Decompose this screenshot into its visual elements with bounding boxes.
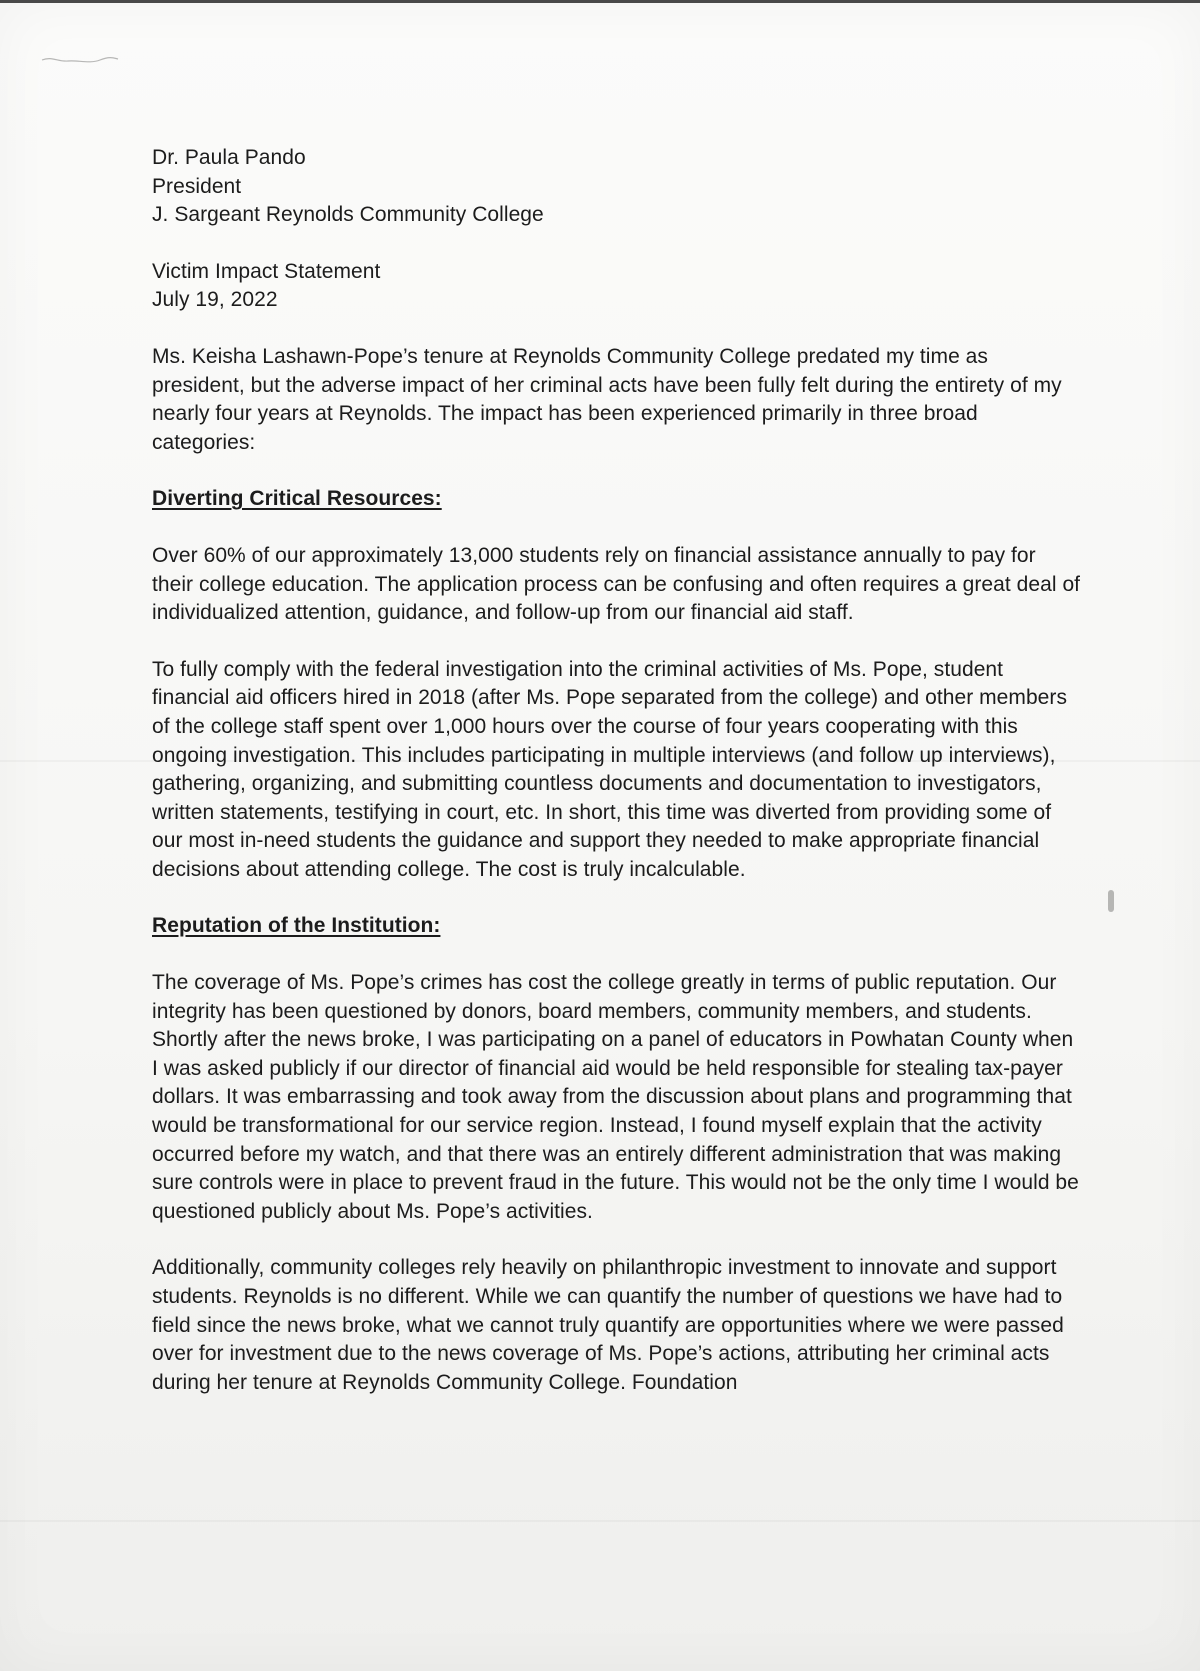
paragraph-federal-investigation: To fully comply with the federal investigation into the criminal activities of Ms. Pope, student financial aid officers hired in 2018 (after Ms. Pope separated from the college) and other members of the college staff spent over 1,000 hours over the course of four years cooperating with this ongoing investigation. This includes participating in multiple interviews (and follow up interviews), gathering, organizing, and submitting countless documents and documentation to investigators, written statements, testifying in court, etc. In short, this time was diverted from providing some of our most in-need students the guidance and support they needed to make appropriate financial decisions about attending college. The cost is truly incalculable. [152, 657, 1067, 881]
document-title: Victim Impact Statement [152, 259, 381, 283]
paragraph-financial-assistance: Over 60% of our approximately 13,000 students rely on financial assistance annually to pay for their college education. The application process can be confusing and often requires a great deal of individualized attention, guidance, and follow-up from our financial aid staff. [152, 543, 1081, 625]
letter-body [152, 144, 1082, 1397]
section-heading-diverting-resources: Diverting Critical Resources: [152, 487, 442, 511]
recipient-institution: J. Sargeant Reynolds Community College [152, 203, 544, 227]
section-heading-reputation: Reputation of the Institution: [152, 914, 441, 938]
scan-speck [1108, 890, 1114, 912]
recipient-title: President [152, 174, 242, 198]
paragraph-public-reputation: The coverage of Ms. Pope’s crimes has cost the college greatly in terms of public reputation. Our integrity has been questioned by donors, board members, community members, and students. Shortly after the news broke, I was participating on a panel of educators in Powhatan County when I was asked publicly if our director of financial aid would be held responsible for stealing tax-payer dollars. It was embarrassing and took away from the discussion about plans and programming that would be transformational for our service region. Instead, I found myself explain that the activity occurred before my watch, and that there was an entirely different administration that was making sure controls were in place to prevent fraud in the future. This would not be the only time I would be questioned publicly about Ms. Pope’s activities. [152, 971, 1079, 1223]
scan-top-edge [0, 0, 1200, 3]
document-date: July 19, 2022 [152, 288, 278, 312]
recipient-block [152, 144, 1082, 230]
scan-artifact-mark [40, 52, 120, 68]
paper-fold-line [0, 1520, 1200, 1522]
paragraph-philanthropic-investment: Additionally, community colleges rely heavily on philanthropic investment to innovate and support students. Reynolds is no different. While we can quantify the number of questions we have had to field since the news broke, what we cannot truly quantify are opportunities where we were passed over for investment due to the news coverage of Ms. Pope’s actions, attributing her criminal acts during her tenure at Reynolds Community College. Foundation [152, 1256, 1064, 1394]
document-header [152, 258, 1082, 315]
recipient-name: Dr. Paula Pando [152, 146, 306, 169]
intro-paragraph: Ms. Keisha Lashawn-Pope’s tenure at Reynolds Community College predated my time as president, but the adverse impact of her criminal acts have been fully felt during the entirety of my nearly four years at Reynolds. The impact has been experienced primarily in three broad categories: [152, 344, 1062, 454]
